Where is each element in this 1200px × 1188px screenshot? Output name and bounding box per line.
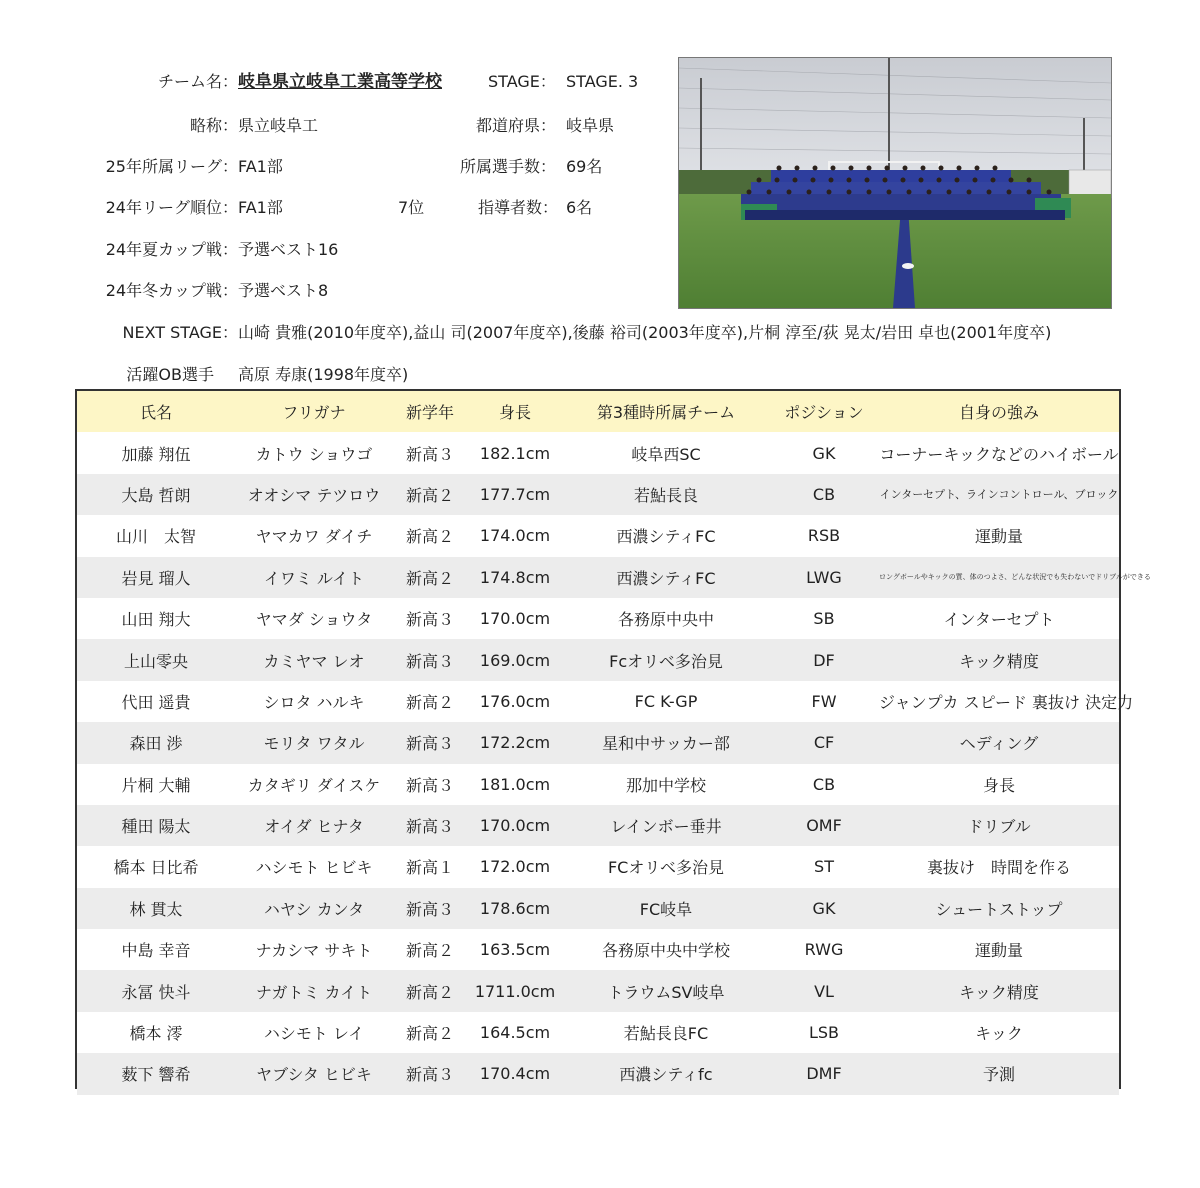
player-position: GK [812,898,836,918]
table-row [77,805,1119,846]
player-height: 172.0cm [479,857,551,877]
player-height: 181.0cm [479,774,551,794]
summer-cup-label: 24年夏カップ戦： [105,240,238,259]
player-junior-team: 若鮎長良FC [623,1024,709,1044]
team-name-label: チーム名： [157,72,238,91]
player-height: 182.1cm [479,443,551,463]
player-position: VL [814,981,834,1001]
player-junior-team: レインボー垂井 [610,817,722,837]
player-kana: カタギリ ダイスケ [247,775,381,795]
table-row [77,432,1119,473]
player-strength: ドリブル [967,817,1031,837]
player-junior-team: 西濃シティFC [616,568,716,588]
player-position: DMF [806,1064,842,1084]
player-strength: コーナーキックなどのハイボール [879,444,1119,464]
player-kana: ヤブシタ ヒビキ [256,1065,372,1085]
player-strength: インターセプト [943,610,1055,630]
player-strength: 予測 [982,1065,1015,1085]
stage-label: STAGE： [488,72,556,91]
player-grade: 新高３ [405,817,454,837]
stage-value: STAGE. 3 [566,72,639,91]
rank24-label: 24年リーグ順位： [105,198,238,217]
player-name: 永冨 快斗 [121,982,191,1002]
player-grade: 新高２ [405,568,454,588]
team-name: 岐阜県立岐阜工業高等学校 [238,72,442,92]
player-kana: イワミ ルイト [263,568,365,588]
table-row [77,929,1119,970]
player-position: RSB [807,526,841,546]
next-stage-row [0,320,1200,346]
table-row [77,515,1119,556]
player-name: 山田 翔大 [121,610,191,630]
table-row [77,474,1119,515]
player-strength: 運動量 [974,527,1023,547]
player-height: 170.0cm [479,609,551,629]
player-junior-team: FC岐阜 [639,899,693,919]
player-position: RWG [804,940,844,960]
header-height: 身長 [498,403,531,423]
player-position: LWG [806,567,842,587]
summer-cup-value: 予選ベスト16 [238,240,339,259]
player-junior-team: Fcオリベ多治見 [609,651,723,671]
player-kana: ナカシマ サキト [255,941,373,961]
player-name: 上山零央 [123,651,188,671]
player-junior-team: 各務原中央中 [617,610,714,630]
player-strength: キック精度 [959,651,1039,671]
player-kana: モリタ ワタル [263,734,365,754]
player-strength: インターセプト、ラインコントロール、ブロック [879,488,1119,502]
player-kana: カトウ ショウゴ [255,444,373,464]
rank24-league: FA1部 [238,198,283,217]
player-strength: キック精度 [959,982,1039,1002]
player-grade: 新高１ [405,858,454,878]
player-strength: シュートストップ [935,899,1063,919]
table-row [77,639,1119,680]
player-height: 177.7cm [479,484,551,504]
player-kana: オイダ ヒナタ [264,817,364,837]
player-grade: 新高２ [405,982,454,1002]
table-row [77,888,1119,929]
table-row [77,1053,1119,1094]
player-kana: ナガトミ カイト [255,982,373,1002]
next-stage-label: NEXT STAGE： [122,323,238,342]
player-name: 片桐 大輔 [121,775,191,795]
player-name: 加藤 翔伍 [121,444,191,464]
player-kana: ハシモト ヒビキ [255,858,373,878]
header-junior-team: 第3種時所属チーム [596,403,736,423]
player-height: 176.0cm [479,691,551,711]
player-junior-team: 各務原中央中学校 [601,941,730,961]
table-row [77,846,1119,887]
player-grade: 新高３ [405,610,454,630]
player-junior-team: 西濃シティfc [619,1065,713,1085]
player-kana: ハヤシ カンタ [263,899,365,919]
player-kana: シロタ ハルキ [263,692,365,712]
ob-row [0,362,1200,388]
player-position: CB [812,774,836,794]
short-name-label: 略称： [189,116,238,135]
player-kana: ハシモト レイ [263,1024,365,1044]
player-position: DF [813,650,835,670]
player-strength: 身長 [982,775,1015,795]
player-junior-team: FCオリベ多治見 [607,858,725,878]
player-junior-team: 西濃シティFC [616,527,716,547]
player-junior-team: トラウムSV岐阜 [607,982,725,1002]
header-name: 氏名 [139,403,172,423]
player-kana: カミヤマ レオ [263,651,365,671]
player-grade: 新高３ [405,1065,454,1085]
player-grade: 新高２ [405,527,454,547]
player-name: 中島 幸音 [121,941,191,961]
player-grade: 新高２ [405,1024,454,1044]
ob-value: 高原 寿康(1998年度卒) [238,365,409,384]
player-strength: ジャンプカ スピード 裏抜け 決定力 [879,692,1134,712]
team-photo-image [678,57,1112,309]
header-position: ポジション [784,403,864,423]
table-row [77,557,1119,598]
player-name: 代田 遥貴 [121,692,191,712]
coaches-value: 6名 [566,198,593,217]
player-kana: ヤマダ ショウタ [255,610,373,630]
player-kana: ヤマカワ ダイチ [255,527,373,547]
player-name: 薮下 響希 [121,1065,191,1085]
short-name: 県立岐阜工 [238,116,319,135]
player-position: CB [812,484,836,504]
player-grade: 新高２ [405,692,454,712]
player-height: 170.4cm [479,1064,551,1084]
prefecture-value: 岐阜県 [566,116,615,135]
table-row [77,1012,1119,1053]
player-position: OMF [806,816,842,836]
league25-label: 25年所属リーグ： [105,157,238,176]
player-name: 大島 哲朗 [121,485,191,505]
player-position: CF [813,733,835,753]
player-strength: ロングボールやキックの質、体のつよさ、どんな状況でも失わないでドリブルができる [879,573,1151,582]
player-name: 橋本 日比希 [113,858,199,878]
player-height: 1711.0cm [474,981,556,1001]
player-height: 174.0cm [479,526,551,546]
prefecture-label: 都道府県： [476,116,557,135]
player-position: FW [811,691,837,711]
player-junior-team: 岐阜西SC [631,444,701,464]
player-kana: オオシマ テツロウ [247,485,381,505]
header-grade: 新学年 [405,403,454,423]
player-name: 林 貫太 [129,899,183,919]
header-kana: フリガナ [282,403,346,423]
player-strength: 裏抜け 時間を作る [926,858,1071,878]
player-height: 172.2cm [479,733,551,753]
roster-table [75,389,1151,1089]
league25-value: FA1部 [238,157,283,176]
player-junior-team: 那加中学校 [625,775,706,795]
winter-cup-label: 24年冬カップ戦： [105,281,238,300]
table-row [77,764,1119,805]
player-strength: 運動量 [974,941,1023,961]
roster-header-row [77,391,1119,432]
player-grade: 新高２ [405,941,454,961]
player-name: 岩見 瑠人 [121,568,191,588]
player-grade: 新高２ [405,485,454,505]
player-name: 森田 渉 [129,734,183,754]
player-grade: 新高３ [405,444,454,464]
player-height: 178.6cm [479,898,551,918]
player-height: 163.5cm [479,940,551,960]
table-row [77,970,1119,1011]
winter-cup-value: 予選ベスト8 [238,281,329,300]
player-strength: ヘディング [959,734,1039,754]
player-height: 169.0cm [479,650,551,670]
table-row [77,681,1119,722]
table-row [77,598,1119,639]
player-height: 164.5cm [479,1023,551,1043]
player-name: 種田 陽太 [121,817,191,837]
players-label: 所属選手数： [460,157,557,176]
player-name: 山川 太智 [115,527,196,547]
ob-label: 活躍OB選手 [126,365,214,384]
table-row [77,722,1119,763]
player-name: 橋本 澪 [129,1024,183,1044]
player-grade: 新高３ [405,734,454,754]
player-height: 170.0cm [479,816,551,836]
player-grade: 新高３ [405,775,454,795]
player-grade: 新高３ [405,899,454,919]
player-junior-team: 若鮎長良 [633,485,698,505]
player-strength: キック [975,1024,1023,1044]
players-value: 69名 [566,157,603,176]
player-position: ST [814,857,834,877]
player-position: SB [813,609,835,629]
player-junior-team: FC K-GP [634,691,698,711]
player-position: LSB [808,1023,840,1043]
next-stage-value: 山崎 貴雅(2010年度卒),益山 司(2007年度卒),後藤 裕司(2003年度卒),片桐 淳至/荻 晃太/岩田 卓也(2001年度卒) [238,323,1052,342]
player-grade: 新高３ [405,651,454,671]
rank24-position: 7位 [398,198,425,217]
coaches-label: 指導者数： [478,198,559,217]
header-strength: 自身の強み [958,403,1039,423]
player-position: GK [812,443,836,463]
player-junior-team: 星和中サッカー部 [602,734,730,754]
player-height: 174.8cm [479,567,551,587]
